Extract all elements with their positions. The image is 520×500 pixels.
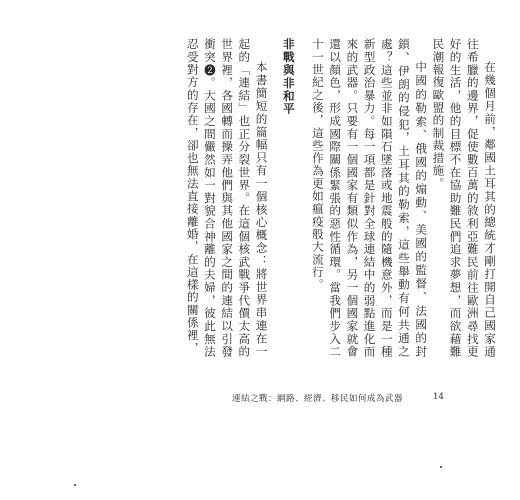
page-number: 14	[433, 392, 444, 402]
crop-mark-right	[440, 466, 442, 468]
body-paragraph-3: 本書簡短的篇幅只有一個核心概念：將世界串連在一起的「連結」也正分裂世界。在這個核武戰爭代價太高的世界裡，各國轉而操弄他們與其他國家之間的連結以引發衝突❷。大國之間儼然如一對貌合神離的夫婦，彼此無法忍受對方的存在，卻也無法直接離婚，在這樣的關係裡，	[185, 38, 269, 358]
running-title: 連結之戰：網路、經濟、移民如何成為武器	[232, 394, 403, 404]
body-paragraph-1: 在幾個月前，鄰國土耳其的總統才剛打開自己國家通往希臘的邊界，促使數百萬的敘利亞難民前往歐洲尋找更好的生活，他的目標不在協助難民們追求夢想，而欲藉難民潮報復歐盟的制裁措施。	[431, 38, 497, 358]
section-heading: 非戰與非和平	[281, 38, 296, 116]
body-paragraph-2: 中國的勒索、俄國的煽動、美國的監督、法國的封鎖、伊朗的侵犯，土耳其的勒索，這些舉動有何共通之處？這些並非如隕石墜落或地震般的隨機意外，而是一種新型政治暴力。每一項都是針對全球連結中的弱點進化而來的武器。只要有一個國家有類似作為，另一個國家就會還以顏色，形成國際關係緊張的惡性循環。當我們步入二十一世紀之後，這些作為更如瘟疫般大流行。	[310, 38, 429, 358]
crop-mark-left	[74, 484, 76, 486]
vertical-text-block	[28, 38, 498, 358]
